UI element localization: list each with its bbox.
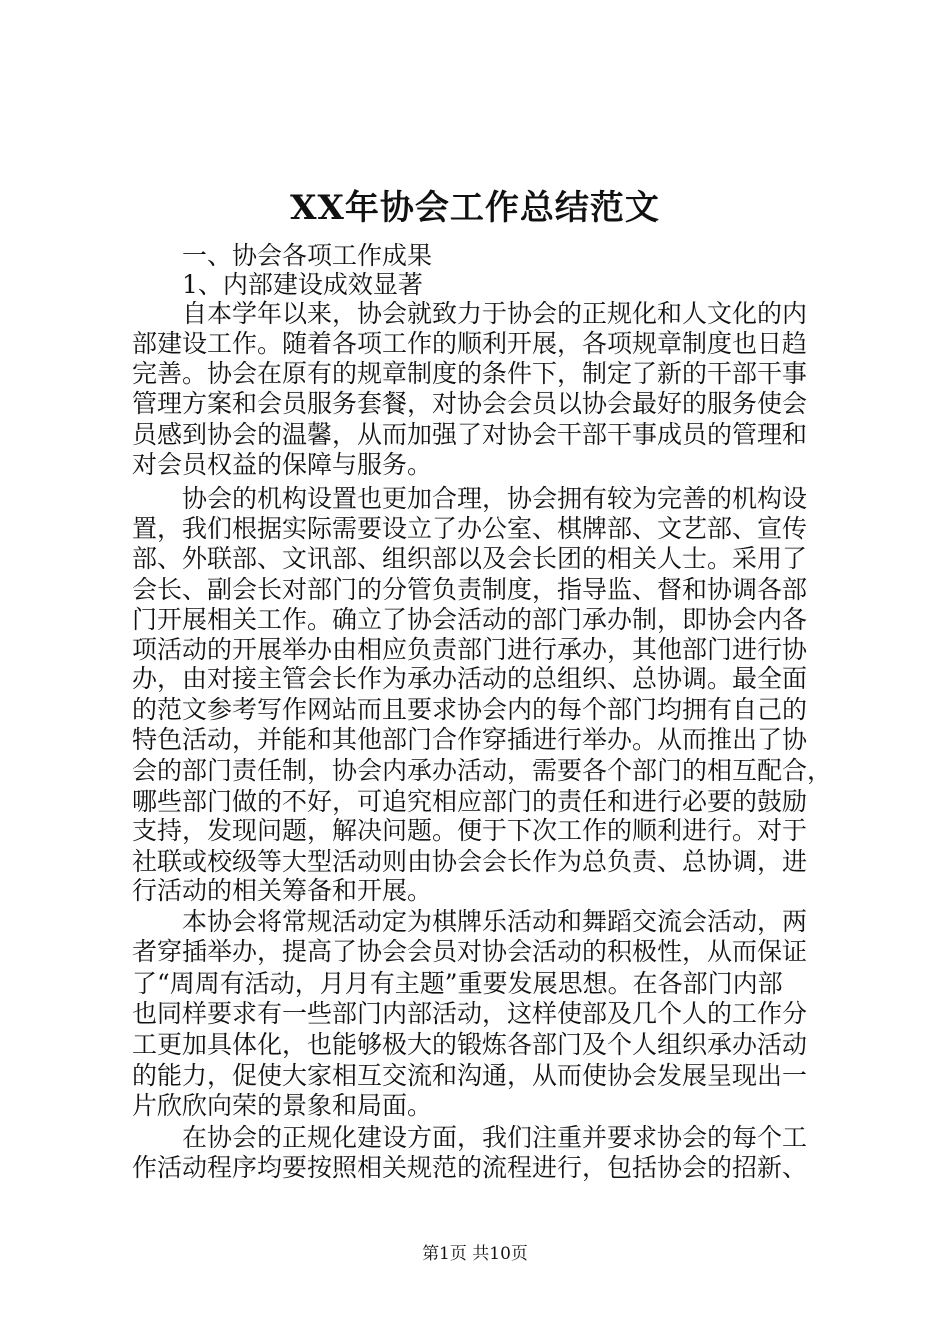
body-line: 完善。协会在原有的规章制度的条件下，制定了新的干部干事 bbox=[132, 359, 808, 388]
body-line: 特色活动，并能和其他部门合作穿插进行举办。从而推出了协 bbox=[132, 725, 808, 754]
body-line: 一、协会各项工作成果 bbox=[132, 241, 433, 270]
body-line: 作活动程序均要按照相关规范的流程进行，包括协会的招新、 bbox=[132, 1153, 808, 1182]
body-line: 自本学年以来，协会就致力于协会的正规化和人文化的内 bbox=[132, 299, 808, 328]
body-line: 员感到协会的温馨，从而加强了对协会干部干事成员的管理和 bbox=[132, 420, 808, 449]
body-line: 门开展相关工作。确立了协会活动的部门承办制，即协会内各 bbox=[132, 605, 808, 634]
body-line: 部建设工作。随着各项工作的顺利开展，各项规章制度也日趋 bbox=[132, 329, 808, 358]
body-line: 在协会的正规化建设方面，我们注重并要求协会的每个工 bbox=[132, 1123, 808, 1152]
body-line: 项活动的开展举办由相应负责部门进行承办，其他部门进行协 bbox=[132, 635, 808, 664]
body-line: 协会的机构设置也更加合理，协会拥有较为完善的机构设 bbox=[132, 484, 808, 513]
body-line: 会的部门责任制，协会内承办活动，需要各个部门的相互配合， bbox=[132, 756, 833, 785]
body-line: 对会员权益的保障与服务。 bbox=[132, 450, 433, 479]
body-line: 管理方案和会员服务套餐，对协会会员以协会最好的服务使会 bbox=[132, 389, 808, 418]
body-line: 了“周周有活动，月月有主题”重要发展思想。在各部门内部 bbox=[132, 969, 783, 998]
document-title: XX年协会工作总结范文 bbox=[290, 188, 660, 228]
body-line: 哪些部门做的不好，可追究相应部门的责任和进行必要的鼓励 bbox=[132, 787, 808, 816]
body-line: 的范文参考写作网站而且要求协会内的每个部门均拥有自己的 bbox=[132, 695, 808, 724]
body-line: 也同样要求有一些部门内部活动，这样使部及几个人的工作分 bbox=[132, 999, 808, 1028]
body-line: 者穿插举办，提高了协会会员对协会活动的积极性，从而保证 bbox=[132, 937, 808, 966]
body-line: 1、内部建设成效显著 bbox=[132, 270, 423, 299]
body-line: 工更加具体化，也能够极大的锻炼各部门及个人组织承办活动 bbox=[132, 1030, 808, 1059]
body-line: 的能力，促使大家相互交流和沟通，从而使协会发展呈现出一 bbox=[132, 1061, 808, 1090]
body-line: 会长、副会长对部门的分管负责制度，指导监、督和协调各部 bbox=[132, 575, 808, 604]
body-line: 办，由对接主管会长作为承办活动的总组织、总协调。最全面 bbox=[132, 664, 808, 693]
body-line: 置，我们根据实际需要设立了办公室、棋牌部、文艺部、宣传 bbox=[132, 514, 808, 543]
body-line: 行活动的相关筹备和开展。 bbox=[132, 876, 433, 905]
body-line: 部、外联部、文讯部、组织部以及会长团的相关人士。采用了 bbox=[132, 544, 808, 573]
body-line: 本协会将常规活动定为棋牌乐活动和舞蹈交流会活动，两 bbox=[132, 907, 808, 936]
page-footer: 第1页 共10页 bbox=[422, 1244, 528, 1264]
body-line: 社联或校级等大型活动则由协会会长作为总负责、总协调，进 bbox=[132, 847, 808, 876]
body-line: 支持，发现问题，解决问题。便于下次工作的顺利进行。对于 bbox=[132, 816, 808, 845]
body-line: 片欣欣向荣的景象和局面。 bbox=[132, 1091, 433, 1120]
